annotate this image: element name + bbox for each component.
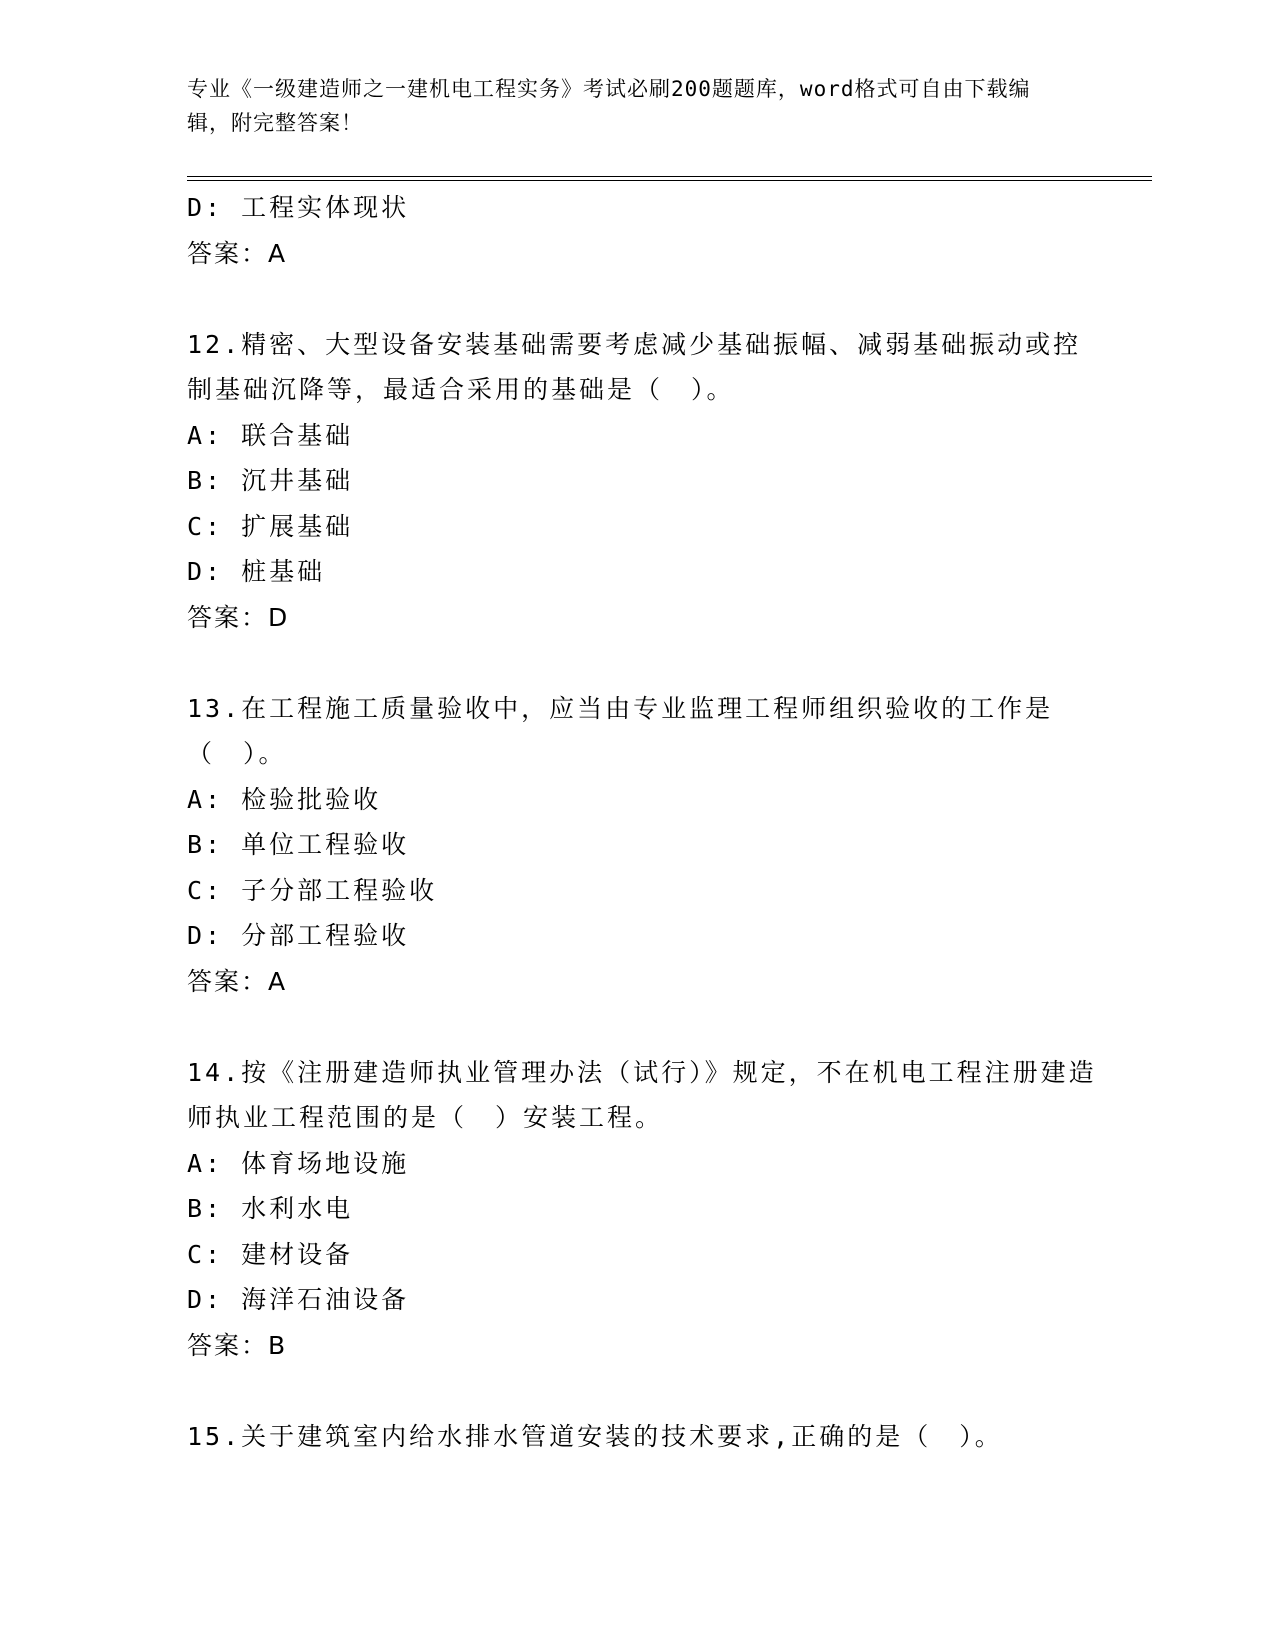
spacer [187,1368,1107,1414]
question-stem: 12.精密、大型设备安装基础需要考虑减少基础振幅、减弱基础振动或控制基础沉降等，最适合采用的基础是（ ）。 [187,329,1082,404]
option-d: D: 桩基础 [187,557,326,586]
spacer [187,1004,1107,1050]
question-14 [187,1050,1107,1369]
option-c: C: 扩展基础 [187,511,354,541]
question-list [187,185,1107,1459]
question-12 [187,322,1107,641]
spacer [187,276,1107,322]
option-a: A: 联合基础 [187,420,354,450]
option-d: D: 海洋石油设备 [187,1285,410,1314]
question-stem: 14.按《注册建造师执业管理办法（试行）》规定，不在机电工程注册建造师执业工程范围的是（ ）安装工程。 [187,1057,1097,1132]
answer: 答案：B [187,1330,288,1360]
spacer [187,640,1107,686]
answer: 答案：D [187,602,290,632]
option-b: B: 水利水电 [187,1194,354,1223]
answer: 答案：A [187,966,288,996]
option-c: C: 子分部工程验收 [187,875,438,905]
page-header: 专业《一级建造师之一建机电工程实务》考试必刷200题题库，word格式可自由下载编辑，附完整答案！ [187,77,1031,135]
question-13 [187,686,1107,1005]
prev-answer: 答案：A [187,238,288,268]
option-a: A: 体育场地设施 [187,1148,410,1178]
option-b: B: 单位工程验收 [187,830,410,859]
question-15 [187,1414,1107,1460]
header-divider [187,176,1152,181]
prev-option-d: D: 工程实体现状 [187,193,410,222]
option-a: A: 检验批验收 [187,784,382,814]
option-b: B: 沉井基础 [187,466,354,495]
question-stem: 15.关于建筑室内给水排水管道安装的技术要求,正确的是（ ）。 [187,1421,1003,1451]
question-stem: 13.在工程施工质量验收中，应当由专业监理工程师组织验收的工作是（ ）。 [187,693,1054,768]
option-d: D: 分部工程验收 [187,921,410,950]
option-c: C: 建材设备 [187,1239,354,1269]
